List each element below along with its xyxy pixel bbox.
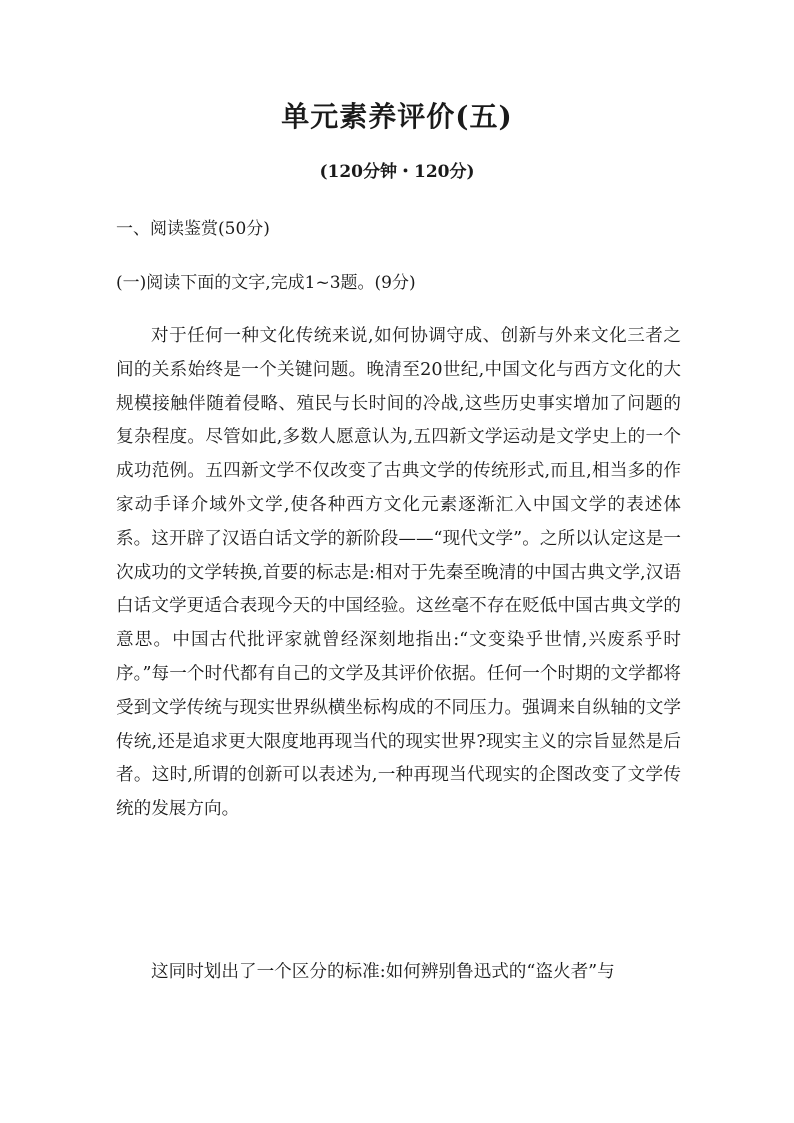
exam-duration-score: (120分钟・120分) (319, 162, 475, 182)
section-heading: 一、阅读鉴赏(50分) (116, 219, 270, 239)
reading-paragraph: 对于任何一种文化传统来说,如何协调守成、创新与外来文化三者之间的关系始终是一个关键问题。晚清至20世纪,中国文化与西方文化的大规模接触伴随着侵略、殖民与长时间的冷战,这些历史事实增加了问题的复杂程度。尽管如此,多数人愿意认为,五四新文学运动是文学史上的一个成功范例。五四新文学不仅改变了古典文学的传统形式,而且,相当多的作家动手译介域外文学,使各种西方文化元素逐渐汇入中国文学的表述体系。这开辟了汉语白话文学的新阶段——“现代文学”。之所以认定这是一次成功的文学转换,首要的标志是:相对于先秦至晚清的中国古典文学,汉语白话文学更适合表现今天的中国经验。这丝毫不存在贬低中国古典文学的意思。中国古代批评家就曾经深刻地指出:“文变染乎世情,兴废系乎时序。”每一个时代都有自己的文学及其评价依据。任何一个时期的文学都将受到文学传统与现实世界纵横坐标构成的不同压力。强调来自纵轴的文学传统,还是追求更大限度地再现当代的现实世界?现实主义的宗旨显然是后者。这时,所谓的创新可以表述为,一种再现当代现实的企图改变了文学传统的发展方向。 (116, 326, 681, 820)
question-intro: (一)阅读下面的文字,完成1~3题。(9分) (116, 273, 416, 293)
reading-paragraph: 这同时划出了一个区分的标准:如何辨别鲁迅式的“盗火者”与 (151, 962, 615, 982)
page-title: 单元素养评价(五) (281, 100, 513, 133)
